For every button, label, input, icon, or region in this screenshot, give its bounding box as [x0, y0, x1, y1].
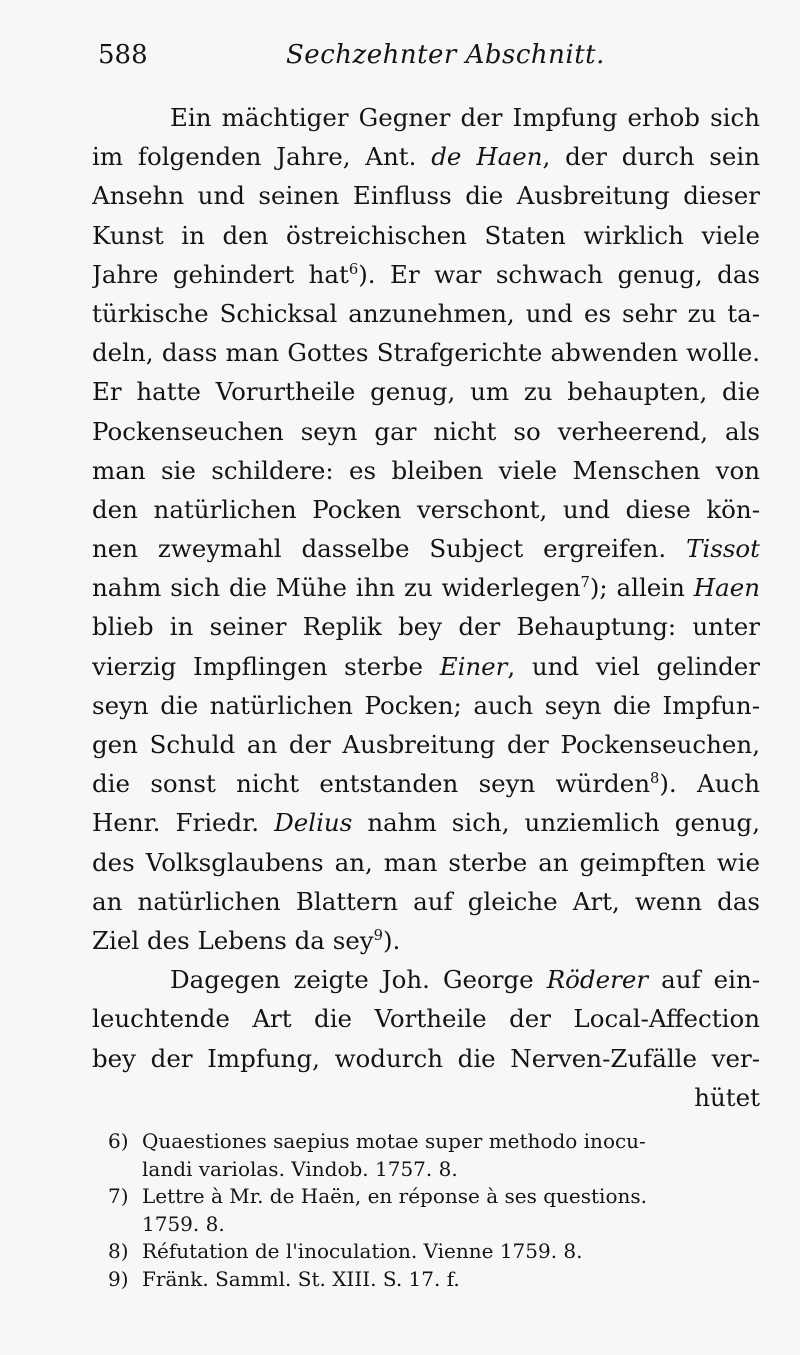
- footnote-ref-7: 7: [580, 574, 590, 592]
- text-line: Ein mächtiger Gegner der Impfung erhob sich: [170, 103, 760, 132]
- main-text: [92, 98, 760, 1117]
- text-line: Dagegen zeigte Joh. George Röderer auf ein-: [170, 965, 760, 995]
- text-line: Ziel des Lebens da sey$^9$).: [92, 925, 401, 955]
- text-line: die sonst nicht entstanden seyn würden$^8$). Auch: [92, 769, 760, 799]
- footnote-7: 7) Lettre à Mr. de Haën, en réponse à ses questions.: [108, 1184, 647, 1209]
- footnote-6: 6) Quaestiones saepius motae super methodo inocu-: [108, 1129, 646, 1153]
- text-line: an natürlichen Blattern auf gleiche Art, wenn das: [92, 886, 760, 916]
- page-number: 588: [98, 40, 148, 70]
- text-line: nahm sich die Mühe ihn zu widerlegen$^7$); allein Haen: [92, 573, 760, 603]
- text-line: Pockenseuchen seyn gar nicht so verheerend, als: [92, 416, 760, 446]
- text-line: des Volksglaubens an, man sterbe an geimpften wie: [92, 847, 760, 877]
- text-line: vierzig Impflingen sterbe Einer, und viel gelinder: [92, 651, 760, 681]
- text-line: seyn die natürlichen Pocken; auch seyn die Impfun-: [92, 690, 760, 720]
- text-line: blieb in seiner Replik bey der Behauptung: unter: [92, 612, 760, 642]
- name-roederer: Röderer: [546, 965, 649, 995]
- name-tissot: Tissot: [686, 534, 760, 564]
- name-haen: Haen: [693, 573, 760, 603]
- name-de-haen: de Haen: [431, 142, 543, 172]
- text-line: türkische Schicksal anzunehmen, und es sehr zu ta-: [92, 298, 760, 328]
- text-line: Henr. Friedr. Delius nahm sich, unziemlich genug,: [92, 808, 760, 838]
- text-line: deln, dass man Gottes Strafgerichte abwenden wolle.: [92, 338, 760, 368]
- footnotes: [108, 1128, 758, 1294]
- text-line: Kunst in den östreichischen Staten wirklich viele: [92, 220, 760, 250]
- footnote-7-cont: 1759. 8.: [142, 1211, 225, 1236]
- footnote-6-cont: landi variolas. Vindob. 1757. 8.: [142, 1156, 458, 1181]
- text-line: bey der Impfung, wodurch die Nerven-Zufälle ver-: [92, 1043, 760, 1073]
- running-head: Sechzehnter Abschnitt.: [286, 40, 605, 70]
- catchword: hütet: [694, 1082, 760, 1112]
- text-line: Er hatte Vorurtheile genug, um zu behaupten, die: [92, 377, 760, 407]
- word-einer: Einer: [439, 651, 508, 681]
- text-line: den natürlichen Pocken verschont, und diese kön-: [92, 494, 760, 524]
- footnote-ref-8: 8: [650, 770, 660, 788]
- name-delius: Delius: [274, 808, 353, 838]
- text-line: leuchtende Art die Vortheile der Local-Affection: [92, 1004, 760, 1034]
- text-line: im folgenden Jahre, Ant. de Haen, der durch sein: [92, 142, 760, 172]
- footnote-ref-6: 6: [348, 260, 359, 278]
- footnote-ref-9: 9: [373, 926, 383, 944]
- footnote-9: 9) Fränk. Samml. St. XIII. S. 17. f.: [108, 1266, 460, 1291]
- text-line: Ansehn und seinen Einfluss die Ausbreitung dieser: [92, 181, 760, 211]
- text-line: Jahre gehindert hat$^6$). Er war schwach genug, das: [92, 259, 760, 289]
- text-line: gen Schuld an der Ausbreitung der Pockenseuchen,: [92, 730, 760, 759]
- text-line: man sie schildere: es bleiben viele Menschen von: [92, 455, 760, 485]
- page-header: [98, 40, 758, 80]
- footnote-8: 8) Réfutation de l'inoculation. Vienne 1759. 8.: [108, 1239, 583, 1264]
- text-line: nen zweymahl dasselbe Subject ergreifen. Tissot: [92, 534, 760, 564]
